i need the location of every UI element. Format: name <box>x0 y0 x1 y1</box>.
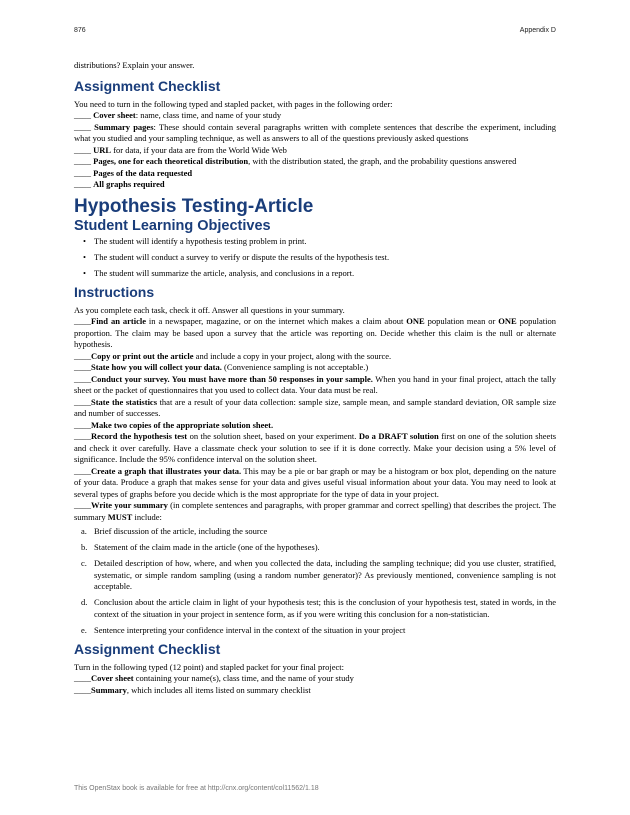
instruction-step: ____Find an article in a newspaper, magazine, or on the internet which makes a claim about ONE population mean or ONE population proportion. The claim may be based upon a survey that the article was reporting on. Decide whether this claim is the null or alternate hypothesis. <box>74 316 556 349</box>
list-item: c. Detailed description of how, where, and when you collected the data, including the sampling technique; did you use cluster, stratified, systematic, or simple random sampling (using a random number generator)? As previously mentioned, convenience sampling is not acceptable. <box>81 558 556 591</box>
list-item: • The student will identify a hypothesis testing problem in print. <box>83 235 307 246</box>
instruction-step: ____Copy or print out the article and include a copy in your project, along with the source. <box>74 350 392 361</box>
instruction-step: ____Conduct your survey. You must have more than 50 responses in your sample. When you hand in your final project, attach the tally sheet or the packet of questionnaires that you used to collect data. Your data must be real. <box>74 373 556 395</box>
list-item: b. Statement of the claim made in the article (one of the hypotheses). <box>81 542 320 552</box>
checklist-item: ____Summary, which includes all items listed on summary checklist <box>74 684 311 695</box>
checklist-item: ____ Summary pages: These should contain several paragraphs written with complete sentences that describe the experiment, including what you studied and your sampling technique, as well as answers to all of the questions previously asked questions <box>74 121 557 143</box>
summary-requirements-list <box>74 526 556 636</box>
checklist-heading: Assignment Checklist <box>74 77 221 94</box>
continuation-text: distributions? Explain your answer. <box>74 60 195 70</box>
checklist-heading: Assignment Checklist <box>74 640 221 657</box>
checklist-item: ____Cover sheet containing your name(s), class time, and the name of your study <box>74 673 354 683</box>
bullet-icon: • <box>83 235 86 246</box>
bullet-icon: • <box>83 267 86 278</box>
instruction-step: ____State the statistics that are a result of your data collection: sample size, sample mean, and sample standard deviation, OR sample size and number of successes. <box>74 396 557 418</box>
list-item: d. Conclusion about the article claim in light of your hypothesis test; this is the conclusion of your hypothesis test, stated in words, in the context of the situation in your project in sentence form, as if you were writing this conclusion for a non-statistician. <box>81 597 556 619</box>
checklist-item: ____ URL for data, if your data are from the World Wide Web <box>74 144 287 155</box>
instruction-step: ____Record the hypothesis test on the solution sheet, based on your experiment. Do a DRAFT solution first on one of the solution sheets and check it over carefully. Have a classmate check your solution to see if it is done correctly. Make your decision using a 5% level of significance. Include the 95% confidence interval on the solution sheet. <box>74 431 556 464</box>
list-item: e. Sentence interpreting your confidence interval in the context of the situation in your project <box>81 624 406 635</box>
instruction-step: ____Write your summary (in complete sentences and paragraphs, with proper grammar and correct spelling) that describes the project. The summary MUST include: <box>74 500 556 522</box>
checklist-item: ____ Cover sheet: name, class time, and name of your study <box>74 110 282 120</box>
footer-attribution: This OpenStax book is available for free at http://cnx.org/content/col11562/1.18 <box>74 785 319 792</box>
list-item: a. Brief discussion of the article, including the source <box>81 526 268 536</box>
checklist-item: ____ Pages of the data requested <box>74 167 193 178</box>
instructions-heading: Instructions <box>74 283 155 300</box>
instruction-step: ____Make two copies of the appropriate solution sheet. <box>74 419 274 430</box>
instruction-step: ____State how you will collect your data. (Convenience sampling is not acceptable.) <box>74 362 369 372</box>
objectives-heading: Student Learning Objectives <box>74 217 271 234</box>
list-item: • The student will conduct a survey to verify or dispute the results of the hypothesis test. <box>83 251 390 262</box>
checklist-list <box>74 110 556 191</box>
checklist-item: ____ Pages, one for each theoretical distribution, with the distribution stated, the graph, and the probability questions answered <box>74 156 517 166</box>
checklist-intro: Turn in the following typed (12 point) and stapled packet for your final project: <box>74 661 344 672</box>
page-content <box>74 60 556 696</box>
list-item: • The student will summarize the article, analysis, and conclusions in a report. <box>83 267 355 278</box>
instructions-intro: As you complete each task, check it off. Answer all questions in your summary. <box>74 304 345 315</box>
bullet-icon: • <box>83 251 86 262</box>
running-header: Appendix D <box>519 27 556 34</box>
chapter-title: Hypothesis Testing-Article <box>74 195 314 217</box>
page-number: 876 <box>74 27 86 34</box>
objectives-list <box>74 236 556 280</box>
instructions-steps <box>74 316 556 523</box>
instruction-step: ____Create a graph that illustrates your data. This may be a pie or bar graph or may be a histogram or box plot, depending on the nature of your data. Produce a graph that makes sense for your data and gives useful visual information about your data. You may need to look at several types of graphs before you decide which is the most appropriate for the type of data in your project. <box>74 465 556 499</box>
checklist-item: ____ All graphs required <box>74 179 165 189</box>
checklist-intro: You need to turn in the following typed and stapled packet, with pages in the following order: <box>74 98 393 109</box>
